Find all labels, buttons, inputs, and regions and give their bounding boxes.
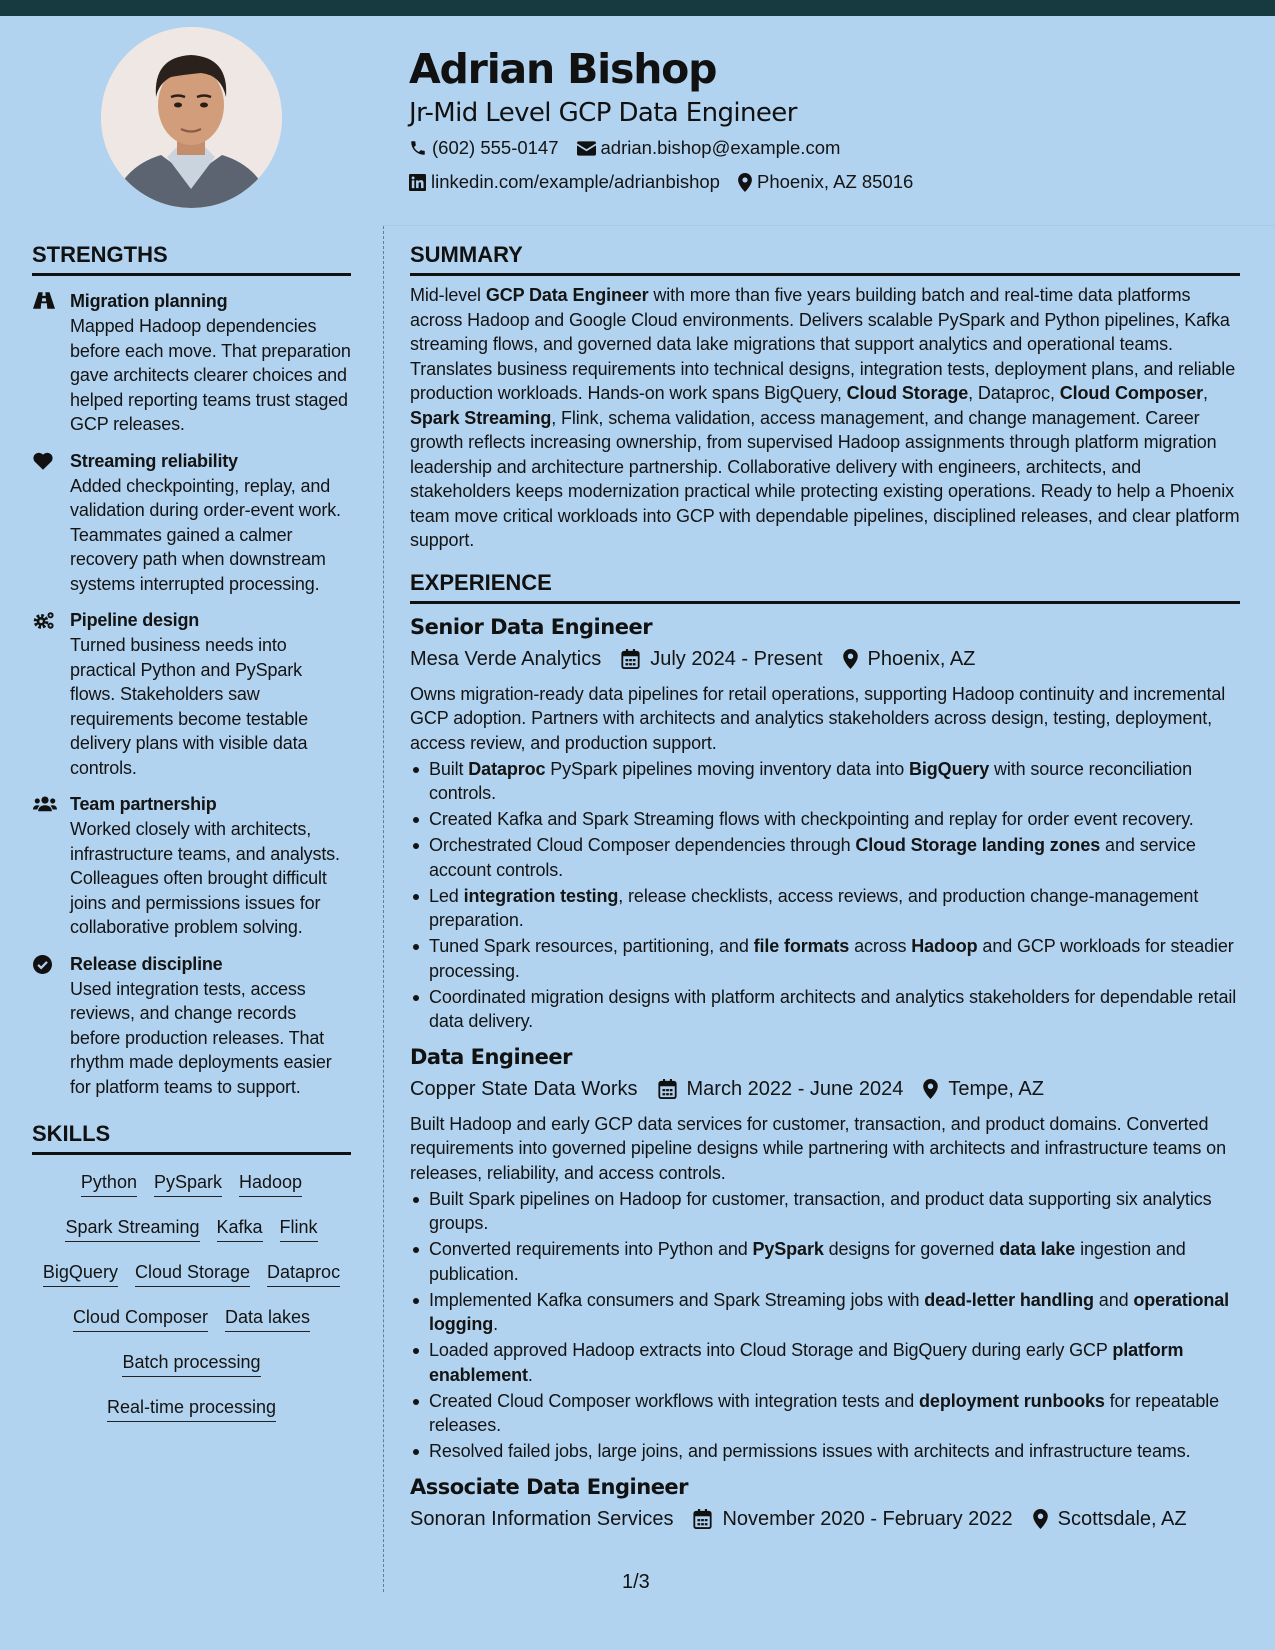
experience-heading: EXPERIENCE: [410, 569, 1240, 604]
job-entry: [410, 1472, 1240, 1534]
text-segment: , release checklists, access reviews, and production change-management preparation.: [429, 885, 1199, 930]
right-column: [410, 241, 1240, 1534]
map-pin-icon: [1033, 1509, 1048, 1529]
bold-text: integration testing: [463, 885, 619, 906]
contact-email[interactable]: [577, 137, 841, 159]
text-segment: ingestion and publication.: [429, 1239, 1186, 1284]
job-company: Copper State Data Works: [410, 1077, 638, 1100]
job-title: Senior Data Engineer: [410, 614, 653, 639]
skill-row: [32, 1343, 351, 1388]
users-icon: [32, 792, 70, 940]
text-segment: and service account controls.: [429, 835, 1196, 880]
map-pin-icon: [738, 173, 752, 192]
skill-tag: Data lakes: [225, 1305, 310, 1332]
strength-description: Added checkpointing, replay, and validation during order-event work. Teammates gained a calmer recovery path when downstream systems interrupted processing.: [70, 475, 341, 594]
bold-text: GCP Data Engineer: [485, 285, 649, 305]
text-segment: Coordinated migration designs with platform architects and analytics stakeholders for dependable retail data delivery.: [429, 986, 1237, 1031]
bullet-item: [410, 1338, 1240, 1387]
skill-tag: Cloud Composer: [73, 1305, 208, 1332]
bold-text: dead-letter handling: [924, 1289, 1094, 1310]
strength-body: [70, 608, 351, 780]
skill-row: [32, 1388, 351, 1433]
job-dates: [693, 1504, 1012, 1534]
text-segment: ,: [1203, 383, 1208, 403]
job-dates-text: July 2024 - Present: [650, 647, 823, 670]
job-location: [1033, 1504, 1187, 1534]
calendar-icon: [693, 1509, 712, 1529]
job-meta: [410, 1504, 1240, 1534]
job-meta: [410, 1074, 1240, 1104]
bold-text: Hadoop: [911, 936, 978, 956]
strength-item: [32, 952, 351, 1100]
strength-title: Release discipline: [70, 953, 223, 974]
skill-tag: Spark Streaming: [65, 1215, 199, 1242]
text-segment: Created Cloud Composer workflows with integration tests and: [429, 1390, 920, 1411]
candidate-name: Adrian Bishop: [409, 45, 717, 93]
bullet-item: [410, 1187, 1240, 1236]
strength-body: [70, 952, 351, 1100]
strength-title: Migration planning: [70, 291, 228, 311]
bold-text: operational logging: [429, 1289, 1230, 1334]
bold-text: Dataproc: [468, 758, 546, 779]
skill-tag: Python: [81, 1170, 137, 1197]
resume-header: [409, 42, 1239, 198]
job-company: Mesa Verde Analytics: [410, 647, 602, 670]
envelope-icon: [577, 141, 596, 156]
text-segment: .: [493, 1314, 499, 1334]
contact-row-1: [409, 132, 1239, 164]
skills-heading: SKILLS: [32, 1120, 351, 1155]
bullet-item: [410, 807, 1240, 832]
bullet-item: [410, 757, 1240, 806]
skill-row: [32, 1208, 351, 1253]
job-dates-text: March 2022 - June 2024: [686, 1077, 904, 1100]
job-dates: [621, 644, 822, 674]
bold-text: Spark Streaming: [410, 407, 552, 428]
skill-row: [32, 1163, 351, 1208]
bold-text: PySpark: [752, 1239, 824, 1259]
map-pin-icon: [843, 649, 858, 669]
text-segment: and GCP workloads for steadier processing.: [429, 936, 1234, 981]
text-segment: Tuned Spark resources, partitioning, and: [429, 936, 754, 956]
text-segment: Mid-level: [410, 285, 486, 305]
job-location-text: Phoenix, AZ: [867, 647, 976, 670]
road-icon: [32, 289, 70, 437]
text-segment: Implemented Kafka consumers and Spark Streaming jobs with: [429, 1289, 925, 1310]
text-segment: and: [1093, 1289, 1134, 1310]
left-column: [32, 241, 351, 1433]
text-segment: Orchestrated Cloud Composer dependencies through: [429, 835, 856, 855]
avatar: [101, 27, 282, 208]
text-segment: Resolved failed jobs, large joins, and permissions issues with architects and infrastructure teams.: [429, 1441, 1191, 1461]
skill-tag: Batch processing: [122, 1350, 260, 1377]
bullet-item: [410, 985, 1240, 1034]
skill-tag: Flink: [280, 1215, 318, 1242]
strength-title: Pipeline design: [70, 610, 200, 630]
text-segment: across: [849, 936, 912, 956]
job-title: Data Engineer: [410, 1044, 572, 1069]
profile-photo: [101, 27, 282, 208]
text-segment: Built: [429, 758, 469, 779]
text-segment: , Flink, schema validation, access management, and change management. Career growth reflects increasing ownership, from supervised Hadoop assignments through platform migration leadership and architecture partnership. Collaborative delivery with engineers, architects, and stakeholders keeps modernization practical while protecting existing operations. Ready to help a Phoenix team move critical workloads into GCP with dependable pipelines, disciplined releases, and clear platform support.: [410, 407, 1240, 550]
bold-text: Cloud Storage landing zones: [855, 835, 1101, 855]
skill-tag: Cloud Storage: [135, 1260, 250, 1287]
bullet-item: [410, 1439, 1240, 1464]
job-title: Associate Data Engineer: [410, 1474, 689, 1499]
skill-tag: Hadoop: [239, 1170, 302, 1197]
strength-item: [32, 792, 351, 940]
top-accent-bar: [0, 0, 1275, 16]
gears-icon: [32, 608, 70, 780]
contact-linkedin[interactable]: [409, 171, 720, 193]
strength-description: Worked closely with architects, infrastructure teams, and analysts. Colleagues often brought difficult joins and permissions issues for collaborative problem solving.: [70, 819, 340, 937]
strength-item: [32, 289, 351, 437]
text-segment: with more than five years building batch and real-time data platforms across Hadoop and Google Cloud environments. Delivers scalable PySpark and Python pipelines, Kafka streaming flows, and governed data lake migrations that support analytics and operational teams. Translates business requirements into technical designs, integration tests, deployment plans, and reliable production workloads. Hands-on work spans BigQuery,: [410, 285, 1236, 403]
job-dates-text: November 2020 - February 2022: [722, 1507, 1013, 1530]
bold-text: file formats: [753, 936, 850, 956]
strength-item: [32, 608, 351, 780]
bullet-item: [410, 833, 1240, 882]
strength-title: Streaming reliability: [70, 450, 238, 471]
calendar-icon: [621, 649, 640, 669]
strength-item: [32, 449, 351, 597]
contact-phone[interactable]: [409, 137, 559, 159]
linkedin-icon: [409, 174, 426, 191]
text-segment: Created Kafka and Spark Streaming flows with checkpointing and replay for order event recovery.: [429, 809, 1194, 829]
text-segment: with source reconciliation controls.: [429, 758, 1192, 803]
bullet-item: [410, 934, 1240, 983]
job-description: Built Hadoop and early GCP data services for customer, transaction, and product domains. Converted requirements into governed pipeline designs while partnering with architects and infrastructure teams on releases, reliability, and access controls.: [410, 1113, 1226, 1183]
bold-text: data lake: [999, 1239, 1076, 1259]
calendar-icon: [658, 1079, 677, 1099]
job-entry: [410, 1042, 1240, 1464]
job-company: Sonoran Information Services: [410, 1507, 674, 1530]
heart-icon: [32, 449, 70, 597]
text-segment: Converted requirements into Python and: [429, 1239, 753, 1259]
strength-body: [70, 792, 351, 940]
column-divider: [383, 226, 384, 1592]
skills-list: [32, 1163, 351, 1433]
text-segment: PySpark pipelines moving inventory data into: [545, 758, 910, 779]
text-segment: Led: [429, 885, 464, 906]
summary-heading: SUMMARY: [410, 241, 1240, 276]
job-entry: [410, 612, 1240, 1034]
strength-body: [70, 289, 351, 437]
email-address: adrian.bishop@example.com: [600, 137, 841, 158]
bullet-item: [410, 1389, 1240, 1438]
strength-body: [70, 449, 351, 597]
skill-tag: Kafka: [217, 1215, 263, 1242]
text-segment: Loaded approved Hadoop extracts into Cloud Storage and BigQuery during early GCP: [429, 1340, 1113, 1360]
bullet-item: [410, 1288, 1240, 1337]
summary-text: [410, 283, 1240, 553]
strength-description: Used integration tests, access reviews, and change records before production releases. That rhythm made deployments easier for platform teams to support.: [70, 978, 332, 1097]
strength-description: Turned business needs into practical Python and PySpark flows. Stakeholders saw requirements become testable delivery plans with visible data controls.: [70, 635, 308, 778]
bold-text: deployment runbooks: [919, 1390, 1105, 1411]
candidate-title: Jr-Mid Level GCP Data Engineer: [409, 98, 797, 128]
jobs-list: [410, 612, 1240, 1534]
text-segment: , Dataproc,: [968, 383, 1060, 403]
bold-text: Cloud Storage: [846, 383, 969, 403]
bold-text: Cloud Composer: [1059, 383, 1204, 403]
job-location: [923, 1074, 1044, 1104]
phone-number: (602) 555-0147: [432, 137, 559, 158]
job-bullets: [410, 1187, 1240, 1464]
map-pin-icon: [923, 1079, 938, 1099]
bold-text: platform enablement: [429, 1340, 1184, 1385]
skill-row: [32, 1298, 351, 1343]
phone-icon: [409, 139, 427, 157]
job-meta: [410, 644, 1240, 674]
check-circle-icon: [32, 952, 70, 1100]
bold-text: BigQuery: [909, 758, 990, 779]
text-segment: .: [527, 1364, 533, 1385]
page-number: 1/3: [622, 1571, 650, 1593]
bullet-item: [410, 884, 1240, 933]
strength-description: Mapped Hadoop dependencies before each move. That preparation gave architects clearer choices and helped reporting teams trust staged GCP releases.: [70, 316, 351, 434]
job-dates: [658, 1074, 904, 1104]
skill-tag: Real-time processing: [107, 1395, 276, 1422]
skill-tag: PySpark: [154, 1170, 222, 1197]
job-location: [843, 644, 976, 674]
job-location-text: Scottsdale, AZ: [1057, 1507, 1187, 1530]
bullet-item: [410, 1237, 1240, 1286]
job-description: Owns migration-ready data pipelines for retail operations, supporting Hadoop continuity and incremental GCP adoption. Partners with architects and analytics stakeholders across design, testing, deployment, access review, and production support.: [410, 683, 1226, 753]
skill-tag: Dataproc: [267, 1260, 340, 1287]
contact-row-2: [409, 166, 1239, 198]
header-divider: [384, 225, 1275, 226]
contact-location: [738, 171, 913, 193]
text-segment: Built Spark pipelines on Hadoop for customer, transaction, and product data supporting six analytics groups.: [429, 1188, 1212, 1233]
strengths-list: [32, 289, 351, 1099]
text-segment: designs for governed: [823, 1239, 1000, 1259]
text-segment: for repeatable releases.: [429, 1390, 1220, 1435]
skill-tag: BigQuery: [43, 1260, 118, 1287]
skill-row: [32, 1253, 351, 1298]
location-text: Phoenix, AZ 85016: [756, 171, 914, 192]
strengths-heading: STRENGTHS: [32, 241, 351, 276]
job-bullets: [410, 757, 1240, 1034]
linkedin-url: linkedin.com/example/adrianbishop: [431, 171, 720, 192]
strength-title: Team partnership: [70, 794, 217, 814]
job-location-text: Tempe, AZ: [948, 1077, 1044, 1100]
